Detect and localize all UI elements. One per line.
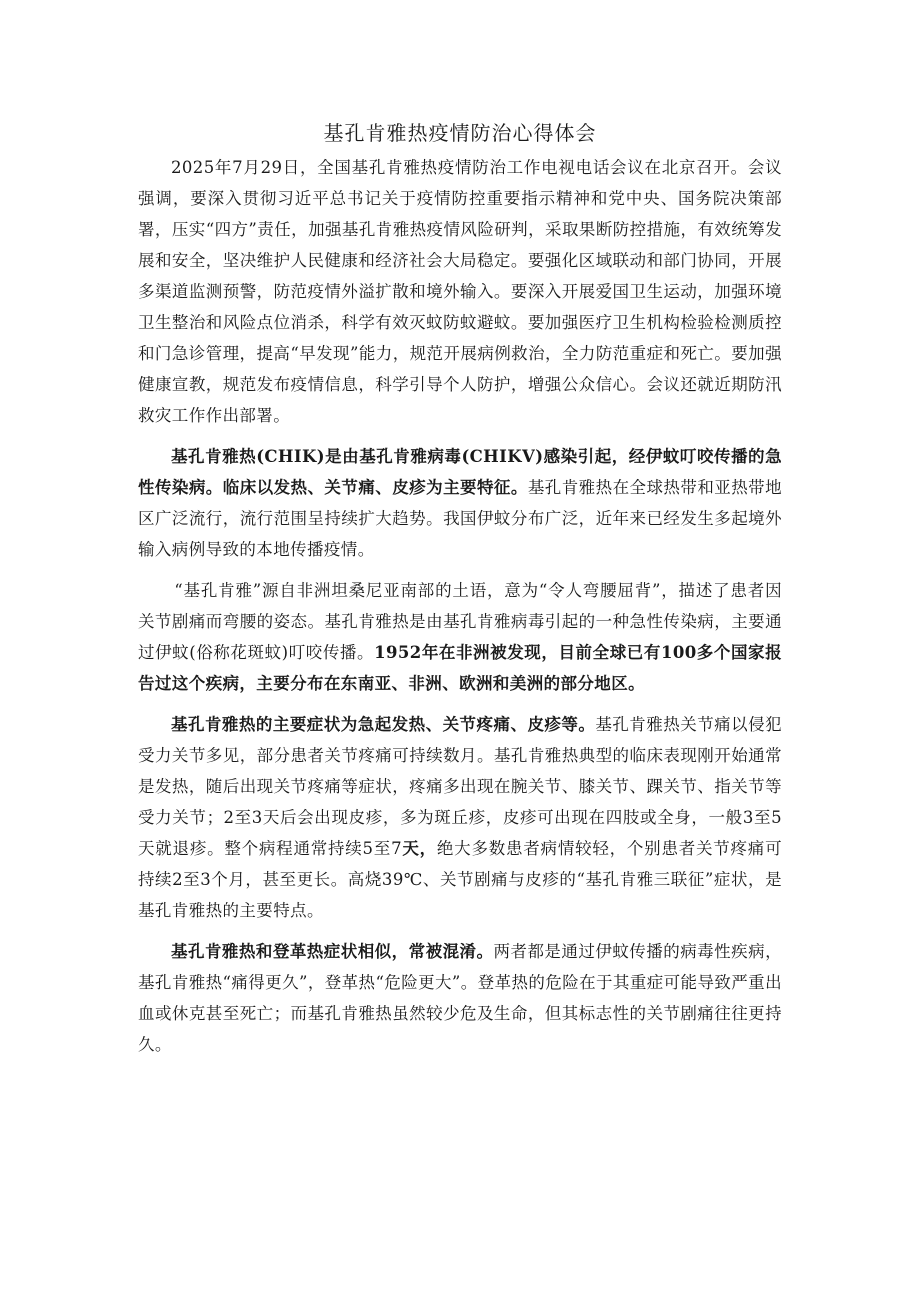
paragraph-run: 基孔肯雅热在全球热带和亚热带地区广泛流行，流行范围呈持续扩大趋势。我国伊蚊分布广泛，近年来已经发生多起境外输入病例导致的本地传播疫情。 [138, 478, 783, 559]
paragraph-run-bold: 基孔肯雅热和登革热症状相似，常被混淆。 [171, 942, 494, 961]
paragraph-run: 基孔肯雅热关节痛以侵犯受力关节多见，部分患者关节疼痛可持续数月。基孔肯雅热典型的临床表现刚开始通常是发热，随后出现关节疼痛等症状，疼痛多出现在腕关节、膝关节、踝关节、指关节等受力关节；2至3天后会出现皮疹，多为斑丘疹，皮疹可出现在四肢或全身，一般3至5天就退疹。整个病程通常持续5至7 [138, 715, 783, 858]
paragraph-run-bold: 1952年在非洲被发现，目前全球已有100多个国家报告过这个疾病，主要分布在东南亚、非洲、欧洲和美洲的部分地区。 [138, 643, 783, 693]
paragraph-symptoms [138, 709, 782, 926]
paragraph-run-bold: 基孔肯雅热的主要症状为急起发热、关节疼痛、皮疹等。 [171, 715, 596, 734]
document-title: 基孔肯雅热疫情防治心得体会 [323, 121, 597, 145]
paragraph-origin [138, 575, 782, 699]
paragraph-run: 两者都是通过伊蚊传播的病毒性疾病，基孔肯雅热“痛得更久”，登革热“危险更大”。登革热的危险在于其重症可能导致严重出血或休克甚至死亡；而基孔肯雅热虽然较少危及生命，但其标志性的关节剧痛往往更持久。 [138, 942, 782, 1054]
paragraph-dengue-comparison [138, 936, 782, 1060]
paragraph-run: 绝大多数患者病情较轻，个别患者关节疼痛可持续2至3个月，甚至更长。高烧39℃、关节剧痛与皮疹的“基孔肯雅三联征”症状，是基孔肯雅热的主要特点。 [138, 839, 782, 920]
paragraph-definition [138, 441, 782, 565]
paragraph-meeting [138, 152, 782, 431]
paragraph-run-bold: 天， [401, 839, 437, 858]
paragraph-run-bold: 基孔肯雅热(CHIK)是由基孔肯雅病毒(CHIKV)感染引起，经伊蚊叮咬传播的急性传染病。临床以发热、关节痛、皮疹为主要特征。 [138, 447, 782, 497]
paragraph-run: 2025年7月29日，全国基孔肯雅热疫情防治工作电视电话会议在北京召开。会议强调，要深入贯彻习近平总书记关于疫情防控重要指示精神和党中央、国务院决策部署，压实“四方”责任，加强基孔肯雅热疫情风险研判，采取果断防控措施，有效统筹发展和安全，坚决维护人民健康和经济社会大局稳定。要强化区域联动和部门协同，开展多渠道监测预警，防范疫情外溢扩散和境外输入。要深入开展爱国卫生运动，加强环境卫生整治和风险点位消杀，科学有效灭蚊防蚊避蚊。要加强医疗卫生机构检验检测质控和门急诊管理，提高“早发现”能力，规范开展病例救治，全力防范重症和死亡。要加强健康宣教，规范发布疫情信息，科学引导个人防护，增强公众信心。会议还就近期防汛救灾工作作出部署。 [138, 158, 782, 425]
paragraph-run: “基孔肯雅”源自非洲坦桑尼亚南部的土语，意为“令人弯腰屈背”，描述了患者因关节剧痛而弯腰的姿态。基孔肯雅热是由基孔肯雅病毒引起的一种急性传染病，主要通过伊蚊(俗称花斑蚊)叮咬传播。 [138, 581, 782, 662]
